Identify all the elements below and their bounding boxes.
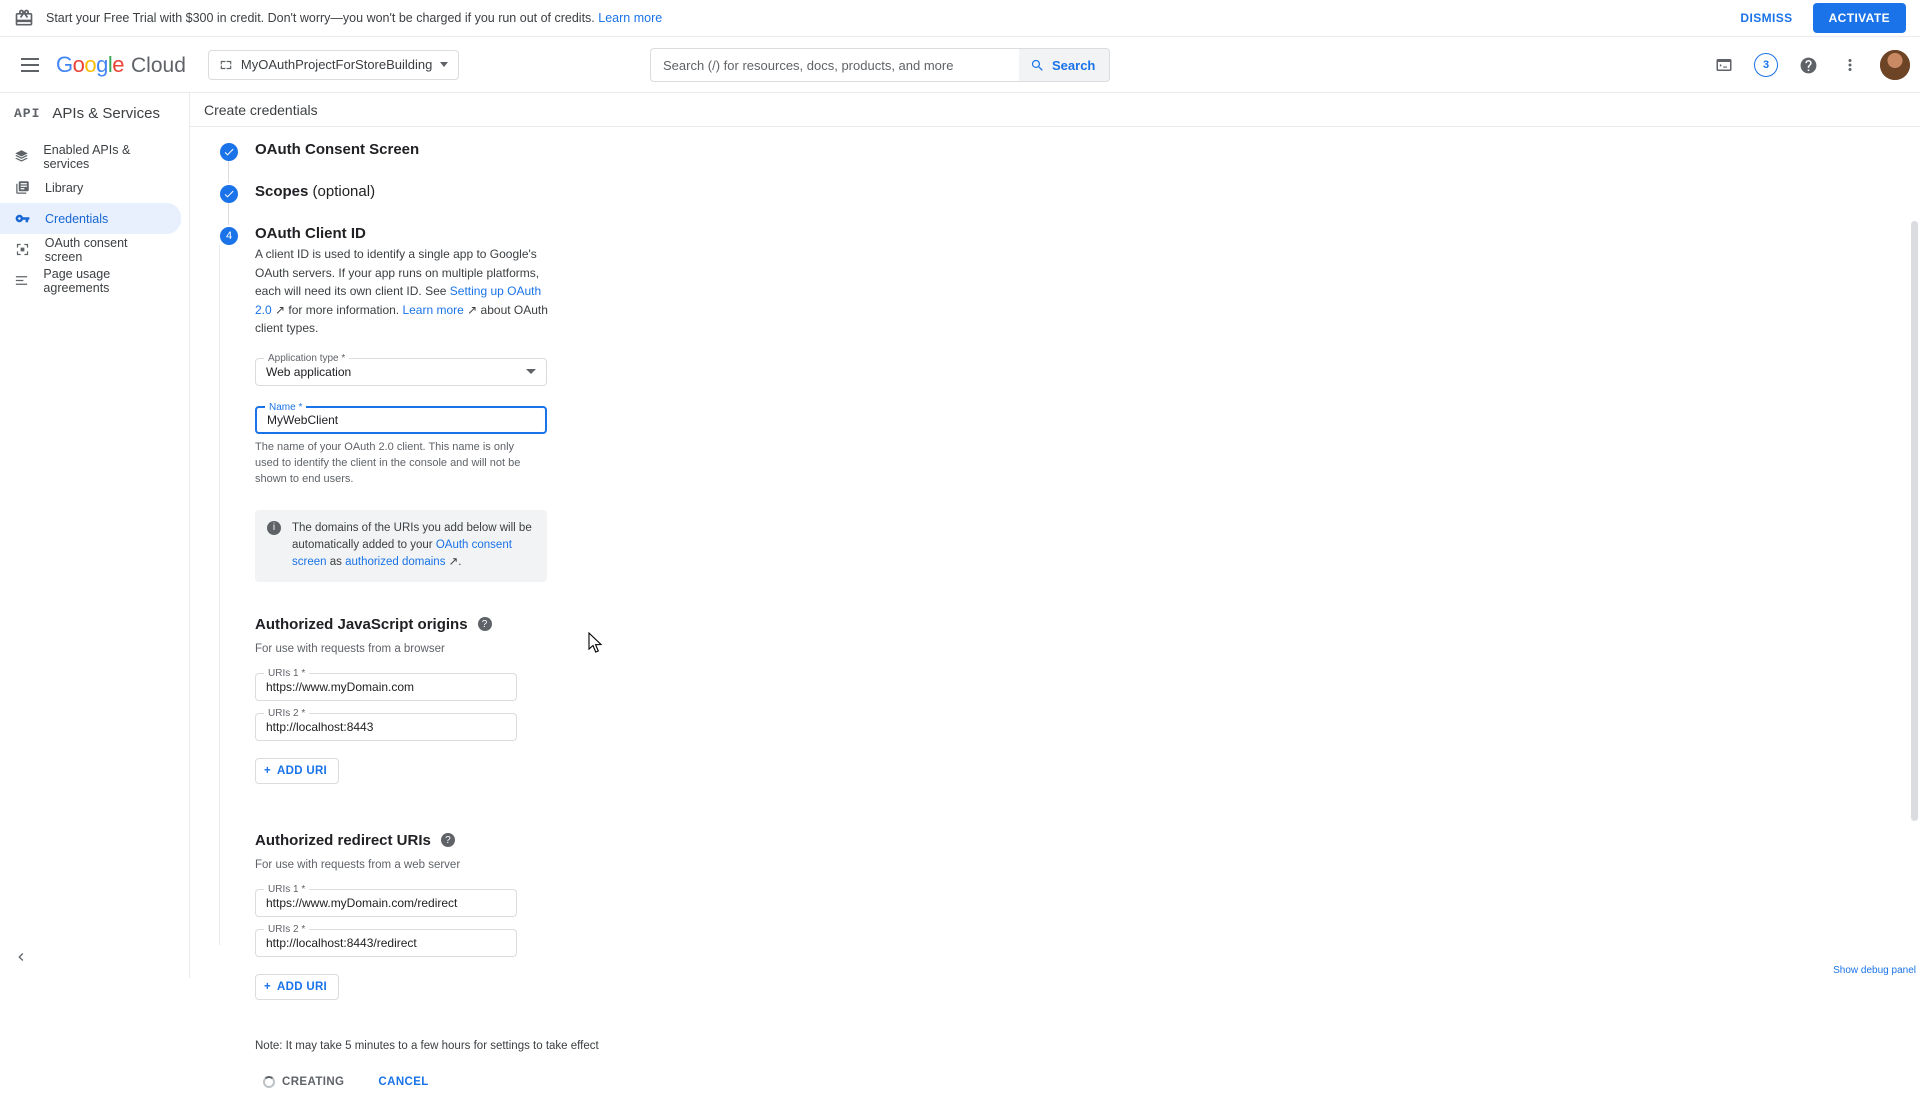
redirect-uri-2-label: URIs 2 * [264, 924, 309, 935]
sidebar-item-oauth-consent-screen[interactable] [0, 234, 181, 265]
google-cloud-logo[interactable] [56, 52, 186, 78]
trial-banner-text [46, 11, 662, 25]
terminal-icon [1715, 56, 1733, 74]
js-origin-uri-1-value: https://www.myDomain.com [266, 679, 415, 694]
sidebar-item-library[interactable] [0, 172, 181, 203]
js-origins-subtitle: For use with requests from a browser [255, 642, 445, 655]
sidebar-nav [0, 141, 189, 296]
top-bar-right-actions [1704, 45, 1910, 85]
sidebar-item-enabled-apis[interactable] [0, 141, 181, 172]
sidebar-item-page-usage-agreements[interactable] [0, 265, 181, 296]
oauth-client-id-form [255, 245, 975, 1114]
js-origins-header [255, 616, 975, 633]
search-input[interactable] [650, 48, 1019, 82]
vertical-scrollbar[interactable] [1909, 161, 1920, 1012]
info-text-3: . [458, 556, 462, 569]
oauth-consent-screen-link[interactable]: OAuth consent screen [292, 539, 512, 569]
info-text-2: as [326, 556, 346, 569]
redirect-uris-header [255, 832, 975, 849]
creating-label: CREATING [282, 1075, 345, 1088]
setting-up-oauth-link[interactable]: Setting up OAuth 2.0 [255, 284, 542, 317]
trial-banner-message: Start your Free Trial with $300 in credit. Don't worry—you won't be charged if you run out of credits. [46, 11, 595, 25]
sidebar-item-label: Enabled APIs & services [43, 142, 131, 171]
js-origins-title: Authorized JavaScript origins [255, 615, 468, 633]
external-link-icon: ↗ [463, 302, 478, 317]
project-name: MyOAuthProjectForStoreBuilding [240, 57, 433, 72]
collapse-sidebar-button[interactable] [10, 946, 32, 968]
step-oauth-client-id [220, 225, 1920, 245]
step-title-text: Scopes [255, 183, 309, 200]
cancel-button[interactable]: CANCEL [370, 1070, 436, 1094]
redirect-uri-1-value: https://www.myDomain.com/redirect [266, 895, 458, 910]
step-divider [228, 203, 229, 225]
create-credentials-stepper [190, 127, 1920, 1114]
js-origin-uri-1-label: URIs 1 * [264, 668, 309, 679]
free-trial-banner [0, 0, 1920, 37]
trial-learn-more-link[interactable]: Learn more [598, 11, 663, 25]
library-icon [14, 179, 31, 196]
step-done-icon [220, 143, 238, 161]
chevron-down-icon [526, 369, 536, 374]
sidebar-item-label: Credentials [45, 211, 109, 226]
consent-icon [14, 241, 31, 258]
sidebar-item-label: OAuth consent screen [44, 235, 128, 264]
notifications-button[interactable] [1746, 45, 1786, 85]
gift-icon [14, 8, 34, 28]
step-divider [228, 161, 229, 183]
trial-banner-actions [1730, 3, 1906, 33]
global-search [650, 48, 1110, 82]
step-title [255, 183, 375, 200]
more-options-button[interactable] [1830, 45, 1870, 85]
cloud-wordmark: Cloud [131, 53, 186, 77]
add-redirect-uri-button[interactable] [255, 974, 339, 1000]
domains-info-box [255, 510, 547, 582]
sidebar-item-label: Page usage agreements [43, 266, 111, 295]
avatar-image [1880, 50, 1910, 80]
learn-more-link[interactable]: Learn more [402, 302, 464, 317]
spinner-icon [263, 1076, 275, 1088]
sidebar-title: APIs & Services [52, 104, 160, 122]
dismiss-button[interactable]: DISMISS [1730, 4, 1802, 32]
project-icon [219, 58, 233, 72]
content-scroll-area [190, 127, 1920, 1088]
project-selector[interactable] [208, 50, 459, 80]
activate-button[interactable]: ACTIVATE [1813, 3, 1906, 33]
help-icon [1799, 56, 1818, 75]
add-uri-label: ADD URI [277, 764, 328, 777]
application-type-label: Application type * [264, 353, 349, 364]
step-scopes[interactable] [220, 183, 1920, 203]
chevron-down-icon [440, 62, 448, 67]
plus-icon: + [264, 764, 272, 777]
search-button-label: Search [1052, 57, 1096, 73]
key-icon [14, 210, 31, 227]
js-origin-uri-2-value: http://localhost:8443 [266, 719, 374, 734]
main-content [190, 93, 1920, 1088]
search-icon [1030, 58, 1045, 73]
sidebar [0, 93, 190, 978]
step-oauth-consent-screen[interactable] [220, 141, 1920, 161]
js-origin-uri-2[interactable] [255, 707, 517, 741]
kebab-menu-icon [1841, 56, 1859, 74]
client-id-desc-1: A client ID is used to identify a single app to Google's OAuth servers. If your app runs on multiple platforms, each will need its own client ID. See [255, 247, 540, 299]
notifications-badge: 3 [1754, 53, 1778, 77]
step-title-optional: (optional) [312, 183, 376, 200]
redirect-uris-title: Authorized redirect URIs [255, 831, 431, 849]
redirect-uris-subtitle: For use with requests from a web server [255, 858, 461, 871]
hamburger-icon [21, 58, 39, 72]
application-type-value: Web application [266, 364, 352, 379]
sidebar-item-label: Library [45, 180, 84, 195]
creating-button [255, 1070, 352, 1094]
scrollbar-thumb[interactable] [1911, 221, 1918, 821]
client-id-desc-2: for more information. [285, 302, 403, 317]
api-logo-icon: API [14, 105, 41, 121]
js-origin-uri-2-label: URIs 2 * [264, 708, 309, 719]
add-js-origin-uri-button[interactable] [255, 758, 339, 784]
step-number-badge: 4 [220, 227, 238, 245]
main-menu-button[interactable] [10, 45, 50, 85]
step-done-icon [220, 185, 238, 203]
search-button[interactable] [1019, 48, 1110, 82]
client-name-helper: The name of your OAuth 2.0 client. This name is only used to identify the client in the console and will not be shown to end users. [255, 440, 521, 485]
cloud-shell-button[interactable] [1704, 45, 1744, 85]
help-icon[interactable]: ? [478, 617, 492, 631]
help-icon[interactable]: ? [441, 833, 455, 847]
client-id-desc-3: about OAuth client types. [255, 302, 548, 336]
step-title: OAuth Client ID [255, 225, 366, 242]
dashboard-icon [14, 148, 29, 165]
page-title: Create credentials [190, 93, 1920, 127]
application-type-select[interactable] [255, 352, 547, 386]
redirect-uri-1[interactable] [255, 883, 517, 917]
info-icon: i [267, 521, 281, 535]
avatar[interactable] [1880, 50, 1910, 80]
redirect-uri-1-label: URIs 1 * [264, 884, 309, 895]
client-name-input[interactable] [255, 401, 547, 434]
external-link-icon: ↗ [445, 556, 459, 569]
plus-icon: + [264, 980, 272, 993]
chevron-left-icon [13, 949, 29, 965]
redirect-uri-2-value: http://localhost:8443/redirect [266, 935, 417, 950]
client-name-value: MyWebClient [267, 412, 339, 427]
step-title: OAuth Consent Screen [255, 141, 420, 158]
sidebar-header [0, 93, 189, 133]
agreements-icon [14, 272, 29, 289]
redirect-uri-2[interactable] [255, 923, 517, 957]
show-debug-panel-link[interactable]: Show debug panel [1833, 965, 1916, 976]
help-button[interactable] [1788, 45, 1828, 85]
js-origin-uri-1[interactable] [255, 667, 517, 701]
google-wordmark: Google [56, 51, 125, 77]
client-id-description [255, 245, 555, 338]
settings-delay-note: Note: It may take 5 minutes to a few hours for settings to take effect [255, 1039, 599, 1052]
info-text-1: The domains of the URIs you add below will be automatically added to your [292, 521, 532, 552]
authorized-domains-link[interactable]: authorized domains [345, 556, 446, 569]
top-navigation-bar [0, 37, 1920, 93]
external-link-icon: ↗ [271, 302, 286, 317]
sidebar-item-credentials[interactable] [0, 203, 181, 234]
form-actions [255, 1070, 975, 1114]
add-uri-label: ADD URI [277, 980, 328, 993]
client-name-label: Name * [265, 402, 306, 413]
domains-info-text [292, 520, 535, 572]
